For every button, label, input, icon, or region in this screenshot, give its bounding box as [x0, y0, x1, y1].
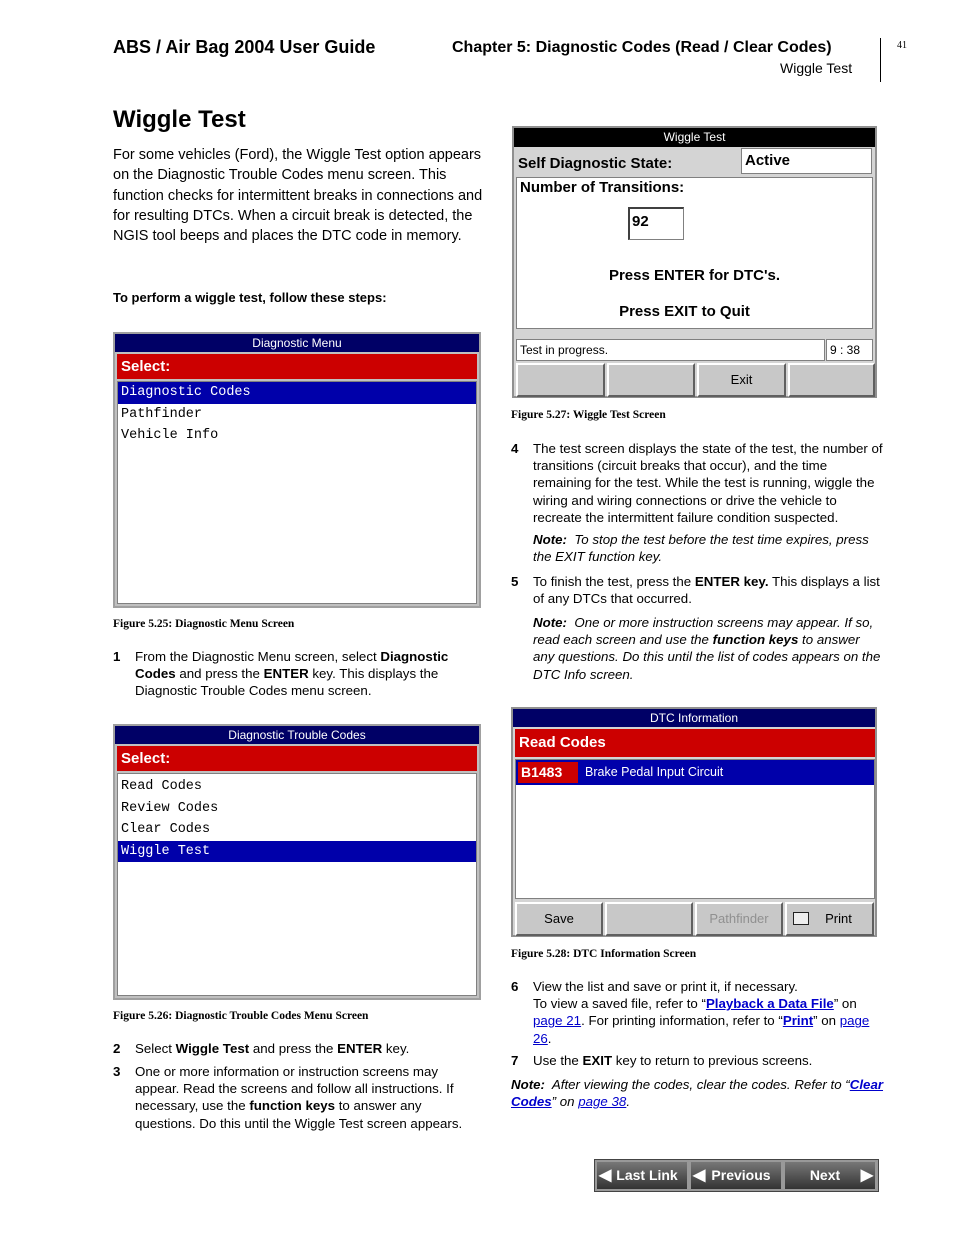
menu-item-vehicle-info[interactable]: Vehicle Info: [121, 428, 219, 443]
last-link-button[interactable]: ◀ Last Link: [597, 1162, 687, 1189]
step-text: View the list and save or print it, if necessary. To view a saved file, refer to “Playback a Data File” on page 21. For printing information, refer to “Print” on page 26.: [533, 979, 870, 1046]
dtc-list: [515, 759, 875, 899]
print-key[interactable]: Print: [785, 902, 874, 936]
read-codes-header: Read Codes: [515, 729, 875, 757]
step-number: 7: [511, 1053, 519, 1068]
exit-key[interactable]: Exit: [697, 363, 786, 397]
right-arrow-icon: ▶: [860, 1167, 873, 1184]
link-clear-codes[interactable]: Clear Codes: [511, 1077, 884, 1110]
next-button[interactable]: Next ▶: [785, 1162, 875, 1189]
menu-list: [117, 381, 477, 604]
screen-title: Wiggle Test: [514, 128, 875, 147]
dtc-description: Brake Pedal Input Circuit: [585, 765, 724, 779]
figure-caption: Figure 5.26: Diagnostic Trouble Codes Menu Screen: [113, 1010, 369, 1022]
section-name: Wiggle Test: [780, 60, 853, 76]
link-print[interactable]: Print: [782, 1013, 814, 1029]
menu-list: [117, 773, 477, 996]
function-key-row: [514, 363, 875, 397]
screen-title: DTC Information: [513, 709, 875, 727]
figure-caption: Figure 5.27: Wiggle Test Screen: [511, 409, 666, 421]
step-note: Note: To stop the test before the test time expires, press the EXIT function key.: [533, 532, 869, 565]
menu-item-pathfinder[interactable]: Pathfinder: [121, 406, 203, 422]
function-key-2[interactable]: [605, 902, 693, 936]
enter-message: Press ENTER for DTC's.: [608, 267, 781, 284]
step-4: [511, 440, 883, 566]
dtc-menu-screen: [113, 724, 481, 1000]
link-playback-data-file[interactable]: Playback a Data File: [705, 996, 834, 1012]
link-page-38[interactable]: page 38: [578, 1094, 627, 1110]
step-text: To finish the test, press the ENTER key. This displays a list of any DTCs that occurred.: [533, 574, 880, 607]
header-rule: [880, 38, 881, 82]
step-number: 5: [511, 574, 519, 589]
function-key-2[interactable]: [607, 363, 695, 397]
menu-item-review-codes[interactable]: Review Codes: [121, 800, 219, 816]
screen-title: Diagnostic Menu: [115, 334, 479, 352]
page-title: Wiggle Test: [113, 106, 246, 133]
step-number: 2: [113, 1041, 121, 1056]
guide-title: ABS / Air Bag 2004 User Guide: [113, 37, 376, 57]
step-note: Note: One or more instruction screens may appear. If so, read each screen and use the function keys to answer any questions. Do this until the list of codes appears on the DTC Info screen.: [533, 615, 881, 682]
step-number: 1: [113, 649, 121, 664]
step-number: 6: [511, 979, 519, 994]
step-number: 4: [511, 441, 519, 456]
step-2: [113, 1040, 485, 1058]
step-text: From the Diagnostic Menu screen, select Diagnostic Codes and press the ENTER key. This displays the Diagnostic Trouble Codes menu screen.: [135, 649, 449, 699]
step-6: [511, 978, 883, 1048]
step-7: [511, 1052, 883, 1070]
chapter-title: Chapter 5: Diagnostic Codes (Read / Clear Codes): [452, 39, 832, 56]
timer-field: 9 : 38: [826, 339, 873, 361]
figure-caption: Figure 5.28: DTC Information Screen: [511, 948, 697, 960]
step-1: [113, 648, 485, 702]
figure-caption: Figure 5.25: Diagnostic Menu Screen: [113, 618, 295, 630]
link-page-21[interactable]: page 21: [533, 1013, 582, 1029]
screen-title: Diagnostic Trouble Codes: [115, 726, 479, 744]
dtc-information-screen: [511, 707, 877, 937]
link-page-26[interactable]: page 26: [533, 1013, 870, 1046]
left-arrow-icon: ◀: [693, 1167, 706, 1184]
menu-item-diagnostic-codes[interactable]: Diagnostic Codes: [118, 382, 476, 404]
step-3: [113, 1063, 485, 1133]
function-key-4[interactable]: [788, 363, 875, 397]
function-key-row: [513, 902, 875, 936]
state-value: Active: [741, 148, 872, 174]
transitions-panel: [516, 177, 873, 329]
step-text: Use the EXIT key to return to previous screens.: [533, 1053, 813, 1068]
transitions-label: Number of Transitions:: [520, 179, 685, 196]
step-text: Select Wiggle Test and press the ENTER key.: [135, 1041, 410, 1056]
status-field: Test in progress.: [516, 339, 825, 361]
wiggle-test-screen: [512, 126, 877, 398]
printer-icon: [793, 912, 809, 925]
step-5: [511, 573, 883, 685]
state-label: Self Diagnostic State:: [518, 155, 673, 172]
steps-heading: To perform a wiggle test, follow these steps:: [113, 290, 387, 305]
final-note: Note: After viewing the codes, clear the codes. Refer to “Clear Codes” on page 38.: [511, 1077, 884, 1110]
exit-message: Press EXIT to Quit: [619, 303, 750, 320]
step-text: The test screen displays the state of the test, the number of transitions (circuit breaks that occur), and the time remaining for the test. While the test is running, wiggle the wiring and wiring connections or drive the vehicle to recreate the intermittent failure condition suspected.: [533, 441, 883, 525]
diagnostic-menu-screen: [113, 332, 481, 608]
save-key[interactable]: Save: [515, 902, 603, 936]
select-bar: Select:: [117, 746, 477, 771]
previous-button[interactable]: ◀ Previous: [691, 1162, 781, 1189]
menu-item-wiggle-test[interactable]: Wiggle Test: [118, 841, 476, 863]
menu-item-read-codes[interactable]: Read Codes: [121, 779, 203, 794]
function-key-1[interactable]: [516, 363, 605, 397]
page-number: 41: [897, 40, 907, 51]
intro-paragraph: For some vehicles (Ford), the Wiggle Test option appears on the Diagnostic Trouble Codes menu screen. This function checks for intermittent breaks in connections and for resulting DTCs. When a circuit break is detected, the NGIS tool beeps and places the DTC code in memory.: [113, 147, 483, 245]
step-number: 3: [113, 1064, 121, 1079]
menu-item-clear-codes[interactable]: Clear Codes: [121, 822, 211, 837]
dtc-row[interactable]: [516, 760, 874, 785]
dtc-code: B1483: [518, 762, 578, 783]
navigation-bar: [594, 1159, 879, 1192]
select-bar: Select:: [117, 354, 477, 379]
back-arrow-icon: ◀: [599, 1167, 612, 1184]
pathfinder-key[interactable]: Pathfinder: [695, 902, 783, 936]
step-text: One or more information or instruction screens may appear. Read the screens and follow all instructions. If necessary, use the function keys to answer any questions. Do this until the Wiggle Test screen appears.: [135, 1064, 463, 1131]
transitions-value: 92: [628, 207, 684, 240]
